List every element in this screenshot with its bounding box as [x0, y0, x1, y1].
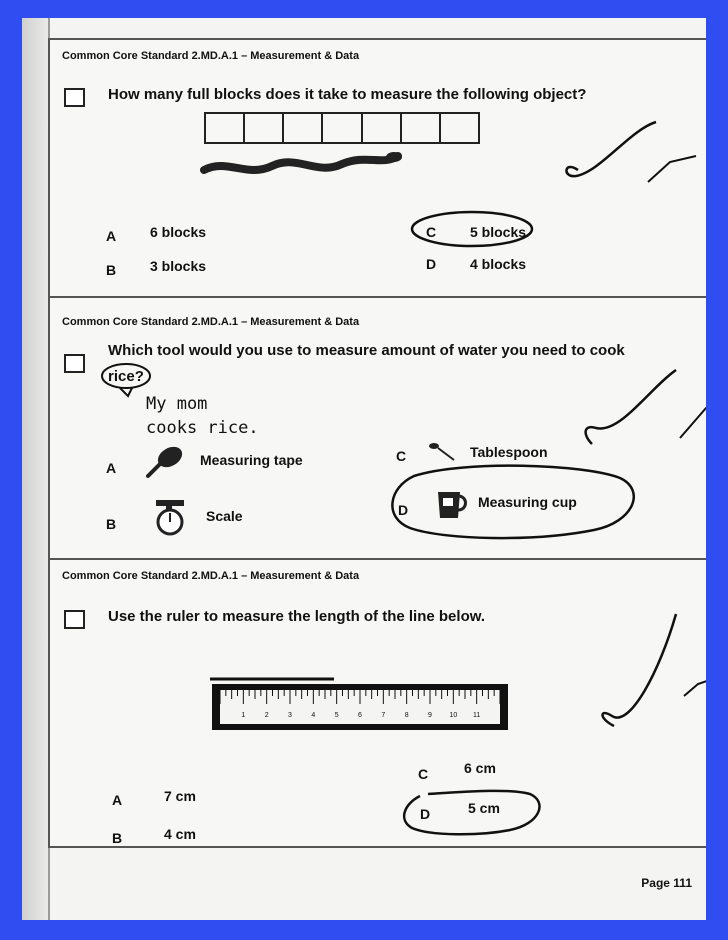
q2-option-d-letter: D: [398, 502, 409, 518]
q1-option-d-text[interactable]: 4 blocks: [470, 256, 527, 272]
checkmark-icon: [580, 368, 706, 448]
question-2-prompt-line1: Which tool would you use to measure amount of water you need to cook: [108, 342, 625, 359]
ruler-number: 4: [311, 712, 316, 719]
maraca-icon: [146, 444, 186, 478]
question-3-panel: [48, 558, 706, 848]
ruler-icon: [212, 684, 508, 730]
q2-option-b-letter: B: [106, 516, 117, 532]
answer-circle: [400, 786, 550, 838]
ruler-number: 11: [473, 712, 481, 719]
page-binding: [22, 18, 50, 920]
q2-option-c-text[interactable]: Tablespoon: [470, 444, 548, 460]
question-3-checkbox[interactable]: [64, 610, 85, 629]
handwritten-note-line1: My mom: [146, 394, 208, 414]
block: [323, 114, 362, 142]
q1-option-b-text[interactable]: 3 blocks: [150, 258, 207, 274]
q1-option-a-text[interactable]: 6 blocks: [150, 224, 207, 240]
q1-option-b-letter: B: [106, 262, 117, 278]
ruler-number: 7: [381, 712, 386, 719]
question-1-checkbox[interactable]: [64, 88, 85, 107]
q2-option-a-letter: A: [106, 460, 117, 476]
checkmark-icon: [590, 600, 706, 740]
q2-option-a-text[interactable]: Measuring tape: [200, 452, 303, 468]
ruler-number: 3: [288, 712, 292, 719]
ruler-ticks: [212, 684, 508, 730]
q3-option-b-letter: B: [112, 830, 123, 846]
block: [363, 114, 402, 142]
q3-option-d-text[interactable]: 5 cm: [468, 800, 500, 816]
q3-option-c-letter: C: [418, 766, 429, 782]
question-1-panel: [48, 38, 706, 300]
answer-circle: [408, 208, 538, 250]
question-2-panel: [48, 296, 706, 562]
question-3-prompt: Use the ruler to measure the length of the line below.: [108, 608, 486, 625]
answer-circle: [384, 464, 644, 544]
question-2-standard: Common Core Standard 2.MD.A.1 – Measurement & Data: [62, 316, 360, 328]
q1-option-d-letter: D: [426, 256, 437, 272]
block: [206, 114, 245, 142]
block: [402, 114, 441, 142]
q3-option-a-text[interactable]: 7 cm: [164, 788, 196, 804]
ruler-number: 9: [428, 712, 432, 719]
scale-icon: [152, 498, 188, 538]
q2-option-c-letter: C: [396, 448, 407, 464]
q1-option-a-letter: A: [106, 228, 117, 244]
page-number: Page 111: [641, 876, 692, 890]
ruler-number: 10: [449, 712, 458, 719]
handwritten-note-line2: cooks rice.: [146, 418, 259, 438]
measuring-blocks: [204, 112, 480, 144]
ruler-number: 2: [264, 712, 269, 719]
ruler-number: 1: [241, 712, 246, 719]
worksheet-page: [22, 18, 706, 920]
measured-line: [210, 676, 340, 682]
block: [284, 114, 323, 142]
ruler-number: 5: [334, 712, 339, 719]
question-1-prompt: How many full blocks does it take to measure the following object?: [108, 86, 587, 103]
block: [245, 114, 284, 142]
q3-option-b-text[interactable]: 4 cm: [164, 826, 196, 842]
spoon-icon: [428, 440, 458, 464]
ruler-number: 6: [358, 712, 362, 719]
q2-option-d-text[interactable]: Measuring cup: [478, 494, 577, 510]
q1-option-c-text[interactable]: 5 blocks: [470, 224, 527, 240]
checkmark-icon: [560, 120, 700, 190]
question-1-standard: Common Core Standard 2.MD.A.1 – Measurement & Data: [62, 50, 360, 62]
question-2-checkbox[interactable]: [64, 354, 85, 373]
rice-word-circle: [100, 362, 160, 398]
block: [441, 114, 478, 142]
worm-icon: [202, 148, 402, 178]
q3-option-c-text[interactable]: 6 cm: [464, 760, 496, 776]
q1-option-c-letter: C: [426, 224, 437, 240]
q2-option-b-text[interactable]: Scale: [206, 508, 243, 524]
q3-option-a-letter: A: [112, 792, 123, 808]
question-3-standard: Common Core Standard 2.MD.A.1 – Measurement & Data: [62, 570, 360, 582]
ruler-number: 8: [404, 712, 409, 719]
q3-option-d-letter: D: [420, 806, 431, 822]
question-2-prompt-line2: rice?: [108, 368, 144, 385]
